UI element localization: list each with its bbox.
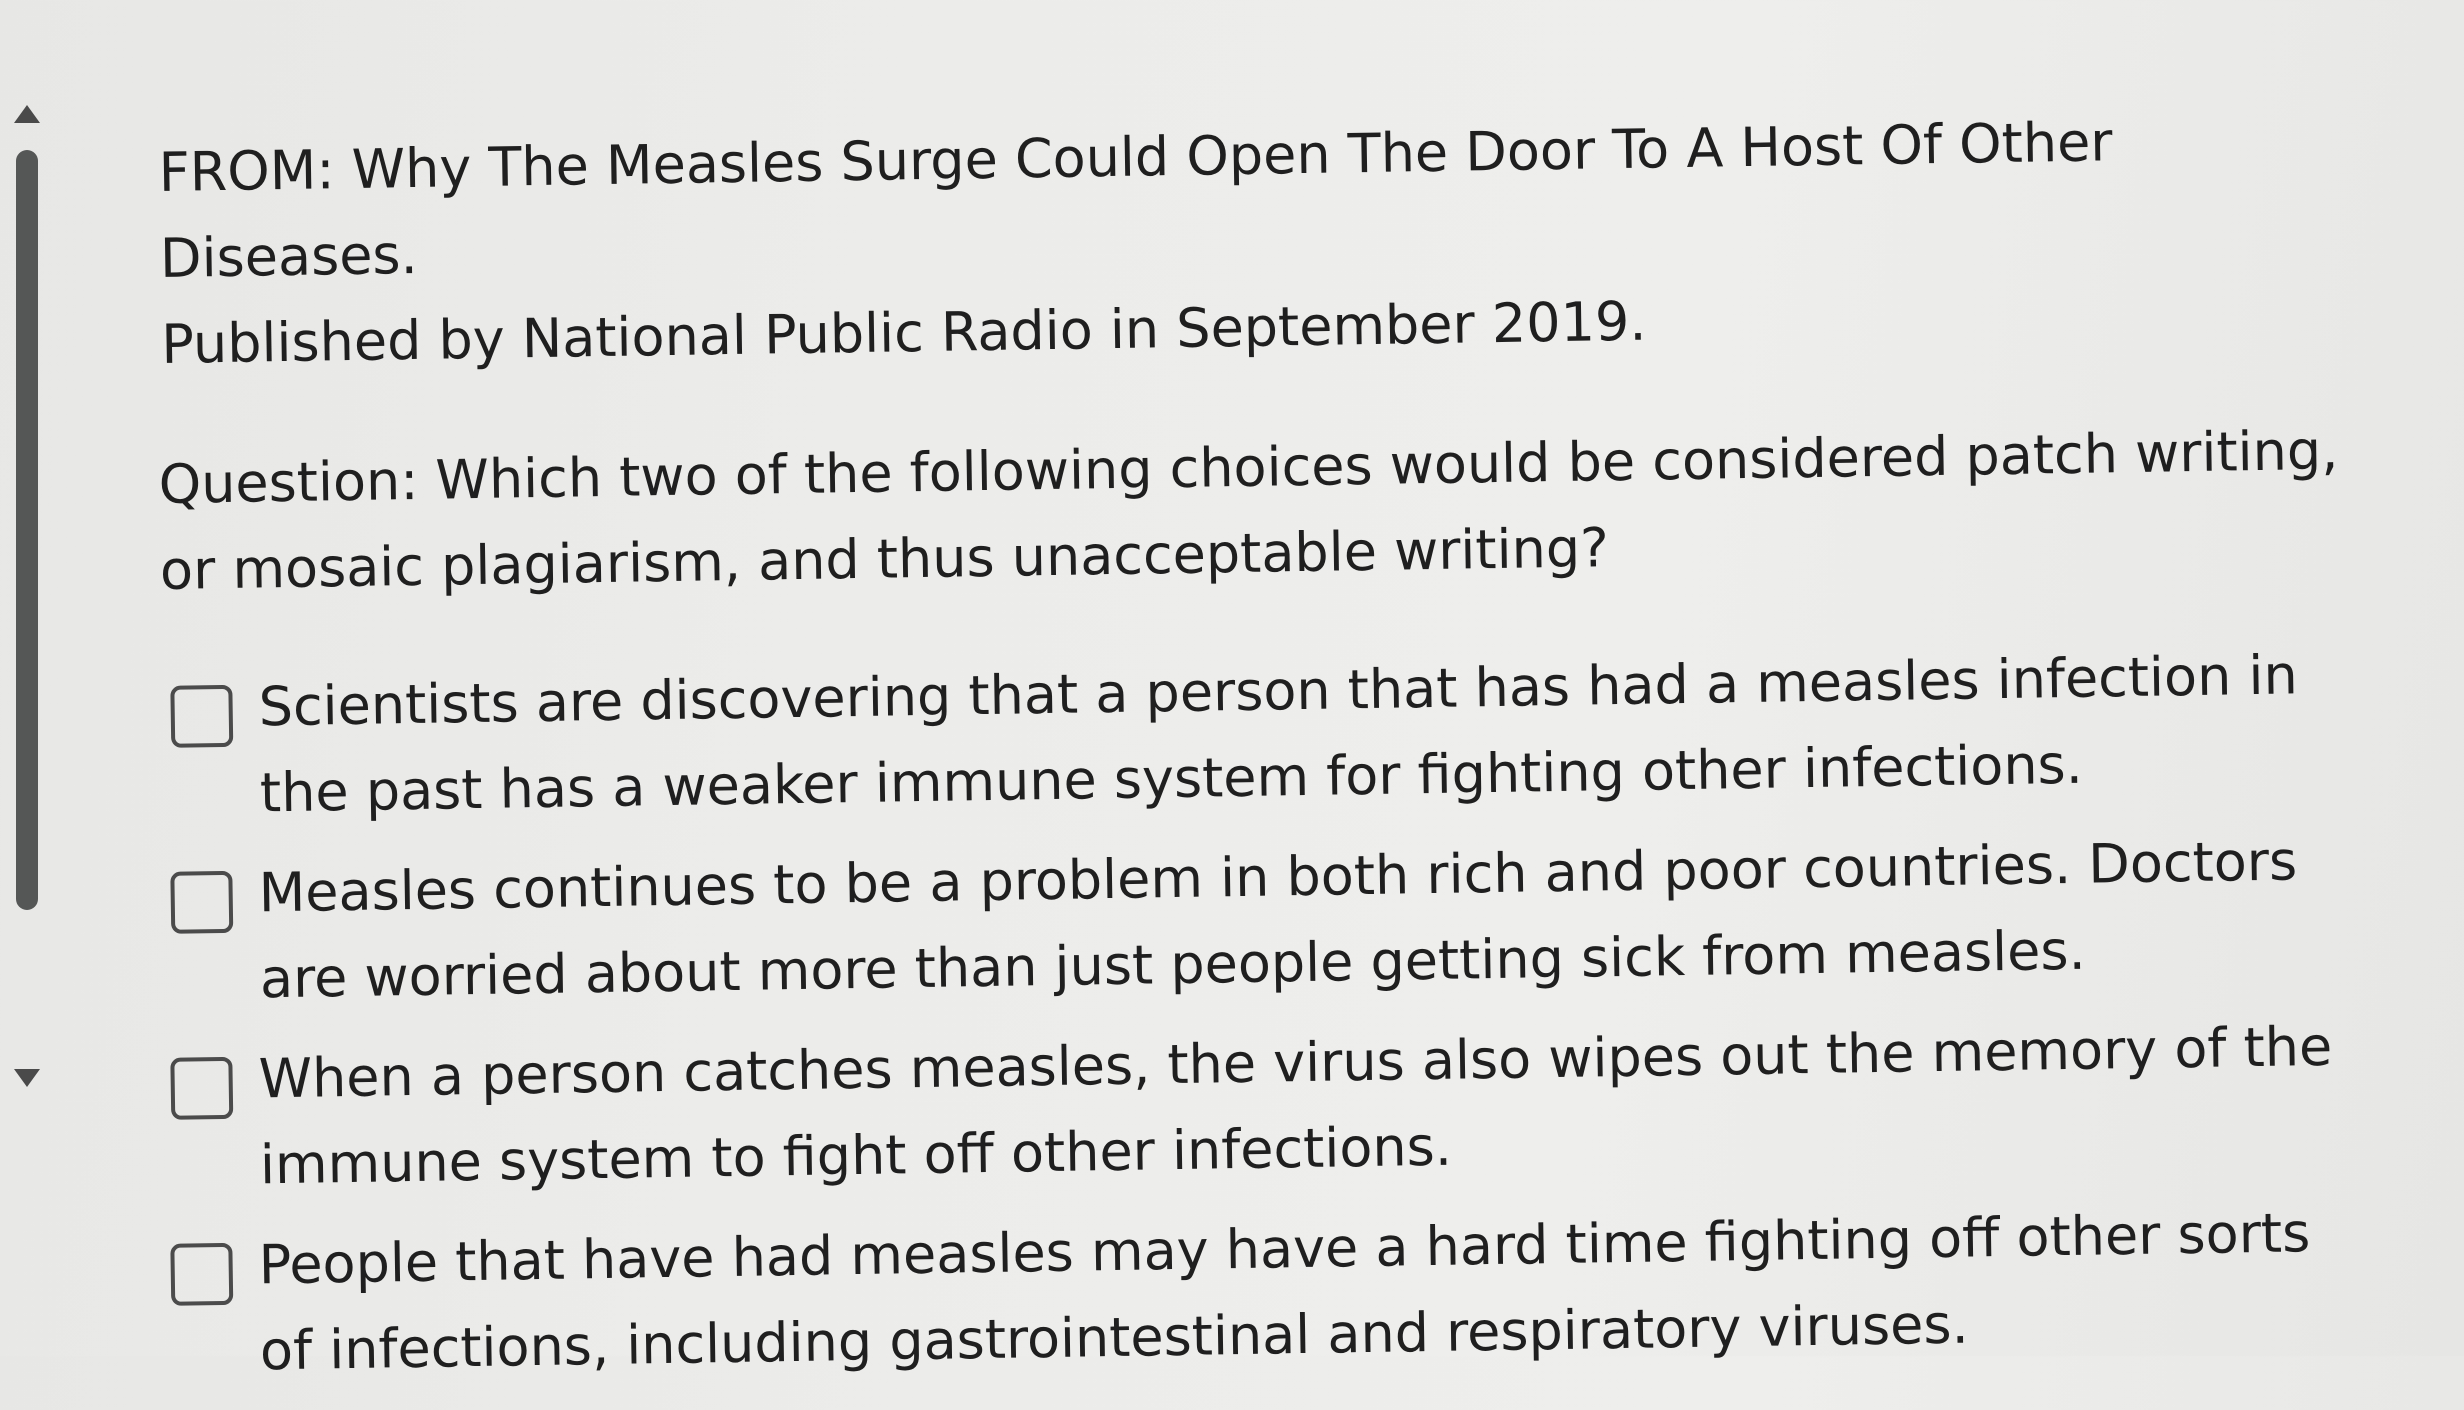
checkbox-option-3[interactable] [170,1057,233,1120]
option-label[interactable]: Measles continues to be a problem in both rich and poor countries. Doctors are worried about more than just people getting sick from measles. [258,829,2298,1011]
question-content [158,110,2339,1410]
option-label[interactable]: People that have had measles may have a hard time fighting off other sorts of infections, including gastrointestinal and respiratory viruses. [258,1201,2311,1383]
checkbox-option-1[interactable] [170,685,233,748]
checkbox-option-2[interactable] [170,871,233,934]
source-title: FROM: Why The Measles Surge Could Open The Door To A Host Of Other Diseases. [158,110,2113,290]
answer-option-1[interactable] [158,632,2340,838]
answer-options [158,643,2338,1396]
scrollbar-thumb[interactable] [16,150,38,910]
scroll-down-arrow-icon[interactable] [14,1069,40,1087]
question-text: Question: Which two of the following choices would be considered patch writing, or mosaic plagiarism, and thus unacceptable writing? [158,418,2339,602]
source-publisher: Published by National Public Radio in September 2019. [160,289,1647,376]
scroll-up-arrow-icon[interactable] [14,105,40,123]
source-citation [158,96,2342,388]
option-label[interactable]: Scientists are discovering that a person that has had a measles infection in the past has a weaker immune system for fighting other infections. [258,643,2299,825]
answer-option-4[interactable] [158,1190,2340,1396]
vertical-scrollbar[interactable] [8,105,44,1095]
option-label[interactable]: When a person catches measles, the virus also wipes out the memory of the immune system to fight off other infections. [258,1014,2333,1197]
checkbox-option-4[interactable] [170,1243,233,1306]
answer-option-3[interactable] [158,1004,2340,1210]
answer-option-2[interactable] [158,818,2340,1024]
